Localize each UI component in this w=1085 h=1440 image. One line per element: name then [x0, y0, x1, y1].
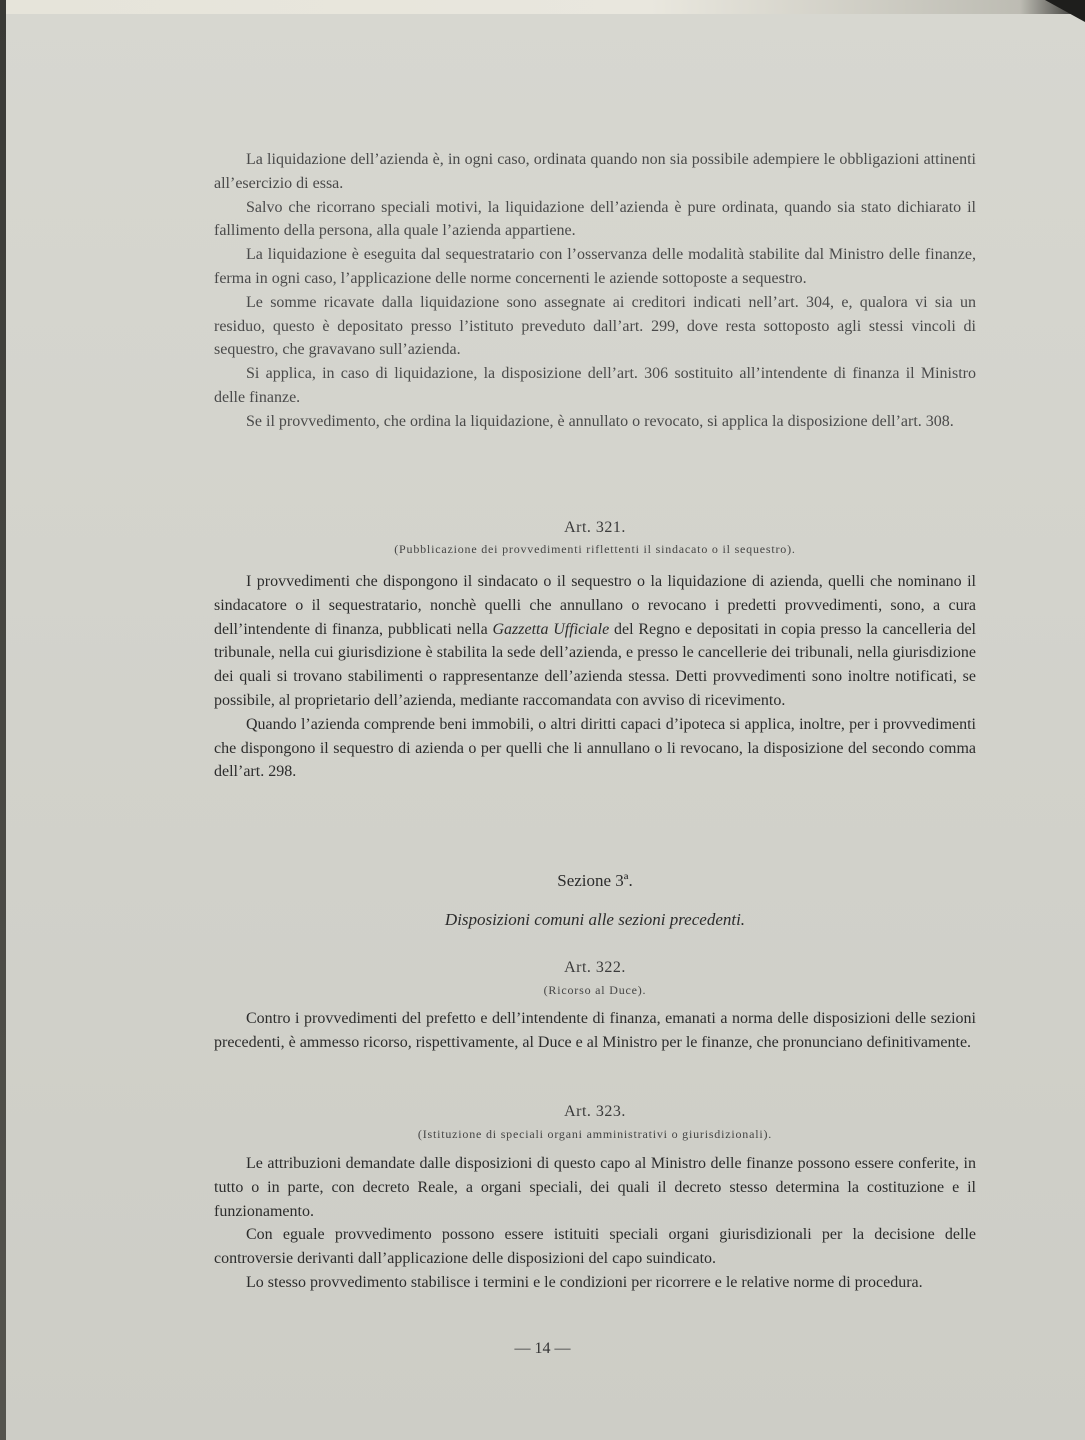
- section-subtitle: Disposizioni comuni alle sezioni precedenti.: [444, 910, 746, 929]
- paragraph: Le somme ricavate dalla liquidazione sono assegnate ai creditori indicati nell’art. 304, e, qualora vi sia un residuo, questo è depositato presso l’istituto preveduto dall’art. 299, dove resta sottoposto agli stessi vincoli di sequestro, che gravavano sull’azienda.: [214, 293, 976, 359]
- text-span: I provvedimenti che dispongono il sindacato o il sequestro o la liquidazione di azienda, quelli che nominano il sindacatore o il sequestratario, nonchè quelli che annullano o revocano i predetti provvedimenti, sono, a cura dell’intendente di finanza, pubblicati nella: [214, 573, 976, 638]
- text-block-liquidazione: [214, 148, 976, 434]
- article-322-title: Art. 322.: [564, 959, 626, 976]
- paragraph: La liquidazione dell’azienda è, in ogni caso, ordinata quando non sia possibile adempiere le obbligazioni attinenti all’esercizio di essa.: [214, 151, 976, 192]
- article-322-subtitle: (Ricorso al Duce).: [543, 983, 647, 997]
- article-321-title: Art. 321.: [564, 519, 626, 536]
- paragraph: Le attribuzioni demandate dalle disposizioni di questo capo al Ministro delle finanze possono essere conferite, in tutto o in parte, con decreto Reale, a organi speciali, dei quali il decreto stesso determina la costituzione e il funzionamento.: [214, 1155, 976, 1220]
- paragraph: Salvo che ricorrano speciali motivi, la liquidazione dell’azienda è pure ordinata, quando sia stato dichiarato il fallimento della persona, alla quale l’azienda appartiene.: [214, 198, 976, 240]
- page-top-edge: [0, 0, 1085, 14]
- article-323-subtitle: (Istituzione di speciali organi amministrativi o giurisdizionali).: [417, 1127, 773, 1141]
- page-left-edge: [0, 0, 6, 1440]
- article-321-body: [214, 570, 976, 784]
- paragraph: La liquidazione è eseguita dal sequestratario con l’osservanza delle modalità stabilite dal Ministro delle finanze, ferma in ogni caso, l’applicazione delle norme concernenti le aziende sottoposte a sequestro.: [214, 246, 976, 287]
- gazzetta-ufficiale-italic: Gazzetta Ufficiale: [492, 620, 610, 638]
- article-323-body: [214, 1152, 976, 1295]
- page-number: — 14 —: [514, 1340, 571, 1357]
- paragraph: Si applica, in caso di liquidazione, la disposizione dell’art. 306 sostituito all’intendente di finanza il Ministro delle finanze.: [214, 365, 976, 406]
- paragraph: Lo stesso provvedimento stabilisce i termini e le condizioni per ricorrere e le relative norme di procedura.: [246, 1273, 923, 1291]
- paragraph: Quando l’azienda comprende beni immobili, o altri diritti capaci d’ipoteca si applica, inoltre, per i provvedimenti che dispongono il sequestro di azienda o per quelli che li annullano o li revocano, la disposizione del secondo comma dell’art. 298.: [214, 715, 976, 781]
- text-span: del Regno e depositati in copia presso la cancelleria del tribunale, nella cui giurisdizione è stabilita la sede dell’azienda, e presso le cancellerie dei tribunali, nella giurisdizione dei quali si trovano stabilimenti o rappresentanze dell’azienda stessa. Detti provvedimenti sono inoltre notificati, se possibile, al proprietario dell’azienda, mediante raccomandata con avviso di ricevimento.: [214, 620, 977, 709]
- article-321-subtitle: (Pubblicazione dei provvedimenti riflettenti il sindacato o il sequestro).: [394, 542, 796, 556]
- article-322-body: [214, 1007, 976, 1055]
- paragraph: Con eguale provvedimento possono essere istituiti speciali organi giurisdizionali per la decisione delle controversie derivanti dall’applicazione delle disposizioni del capo suindicato.: [214, 1226, 976, 1268]
- paragraph: Se il provvedimento, che ordina la liquidazione, è annullato o revocato, si applica la disposizione dell’art. 308.: [246, 412, 954, 430]
- article-323-title: Art. 323.: [564, 1103, 626, 1120]
- paragraph: Contro i provvedimenti del prefetto e dell’intendente di finanza, emanati a norma delle disposizioni delle sezioni precedenti, è ammesso ricorso, rispettivamente, al Duce e al Ministro per le finanze, che pronunciano definitivamente.: [214, 1010, 976, 1051]
- paragraph: [214, 570, 976, 713]
- section-title: Sezione 3ª.: [557, 871, 633, 890]
